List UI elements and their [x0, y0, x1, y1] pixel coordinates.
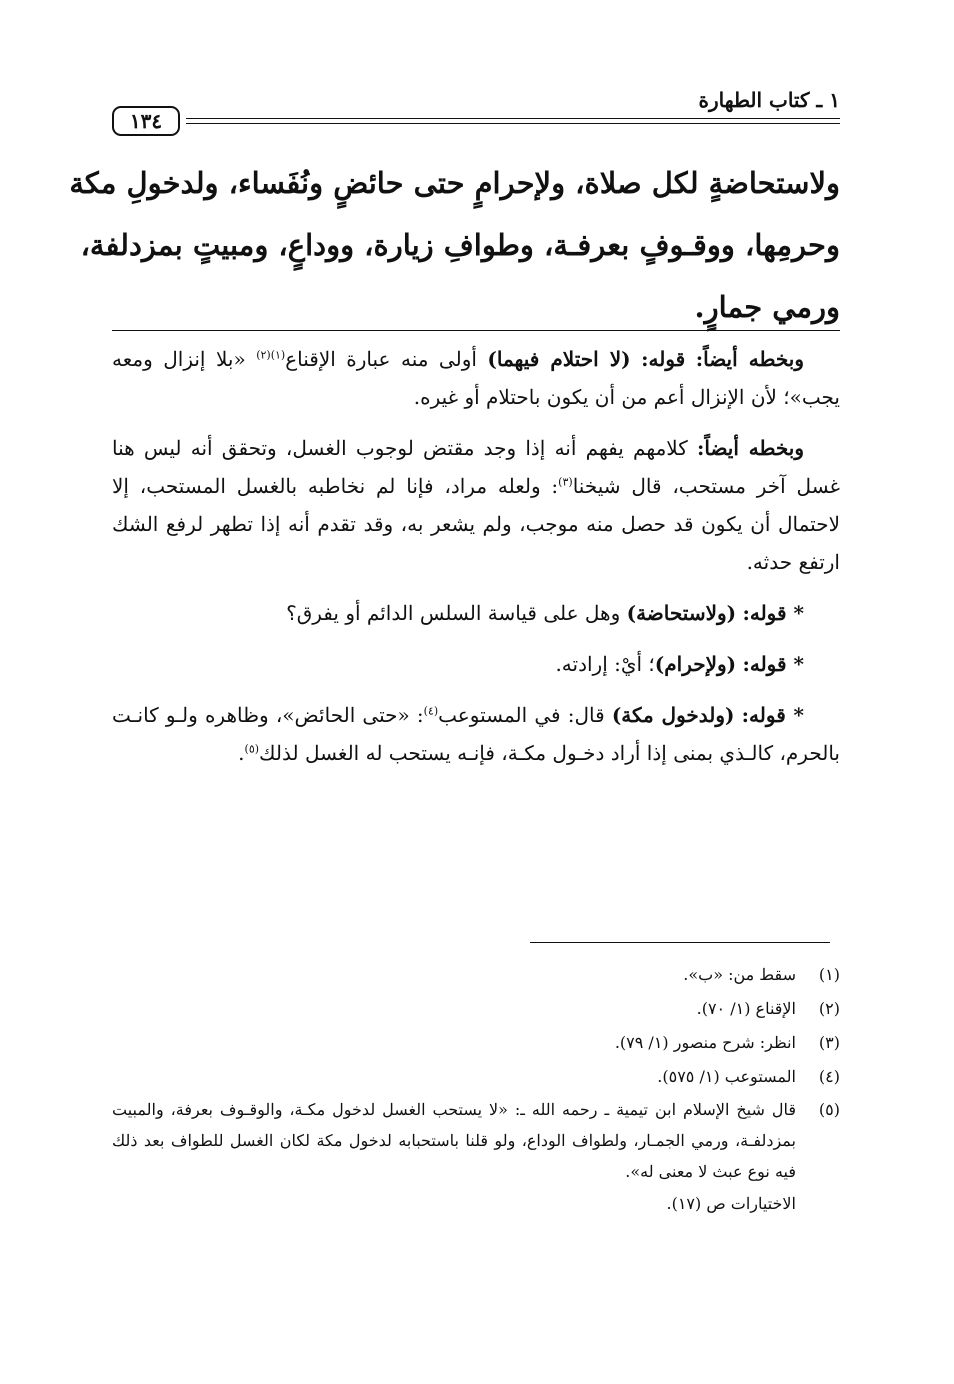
commentary-paragraph: [112, 594, 840, 632]
footnote-number: (٤): [818, 1067, 840, 1086]
footnote-text: الإقناع (١/ ٧٠).: [696, 999, 796, 1018]
footnote-text: سقط من: «ب».: [683, 965, 796, 984]
footnote-text: المستوعب (١/ ٥٧٥).: [657, 1067, 796, 1086]
footnote-ref[interactable]: (٢): [256, 348, 271, 362]
matn-text: [69, 152, 840, 338]
footnote-ref[interactable]: (٣): [558, 475, 573, 489]
paragraph-text: قال: في المستوعب: [438, 703, 612, 727]
footnote: [112, 958, 840, 992]
footnotes: [112, 958, 840, 1221]
page-number: ١٣٤: [112, 106, 180, 136]
footnote: [112, 1060, 840, 1094]
quoted-phrase: (ولدخول مكة): [611, 703, 735, 727]
footnote-ref[interactable]: (٥): [244, 742, 260, 756]
footnote-text: قال شيخ الإسلام ابن تيمية ـ رحمه الله ـ: «لا يستحب الغسل لدخول مكـة، والوقـوف بعرفة، والمبيت بمزدلفـة، ورمي الجمـار، ولطواف الوداع، ولو قلنا باستحبابه لدخول مكة لكان الغسل للطواف بعد ذلك فيه نوع عبث لا معنى له».: [112, 1100, 796, 1181]
footnote-ref[interactable]: (٤): [423, 704, 439, 718]
qawluh-label: * قوله:: [742, 652, 804, 676]
commentary-lead: وبخطه أيضاً:: [695, 347, 805, 371]
footnote-number: (١): [818, 965, 840, 984]
commentary-paragraph: [112, 340, 840, 416]
matn-separator: [112, 330, 840, 331]
header-double-rule: [186, 118, 840, 124]
paragraph-text: ؛ أيْ: إرادته.: [555, 652, 655, 676]
quoted-phrase: (ولإحرام): [654, 652, 737, 676]
page-header: [112, 88, 840, 148]
qawluh-label: قوله:: [641, 347, 686, 371]
commentary-paragraph: [112, 696, 840, 772]
footnote: [112, 1094, 840, 1187]
quoted-phrase: (لا احتلام فيهما): [487, 347, 631, 371]
commentary-paragraph: [112, 429, 840, 581]
footnote-text: انظر: شرح منصور (١/ ٧٩).: [614, 1033, 796, 1052]
matn-line: وحرمِها، ووقـوفٍ بعرفـة، وطوافِ زيارة، ووداعٍ، ومبيتٍ بمزدلفة،: [80, 228, 840, 262]
paragraph-text: كلامهم يفهم أنه إذا وجد مقتض لوجوب الغسل، وتحقق أنه ليس هنا غسل آخر مستحب، قال شيخنا: [112, 436, 841, 498]
footnote: [112, 1026, 840, 1060]
matn-line: ولاستحاضةٍ لكل صلاة، ولإحرامٍ حتى حائضٍ ونُفَساء، ولدخولِ مكة: [69, 166, 840, 200]
footnote-continuation: الاختيارات ص (١٧).: [666, 1194, 796, 1213]
paragraph-text: «بلا إنزال ومعه يجب»؛ لأن الإنزال أعم من أن يكون باحتلام أو غيره.: [112, 347, 840, 409]
qawluh-label: * قوله:: [741, 703, 804, 727]
paragraph-text: أولى منه عبارة الإقناع: [285, 347, 488, 371]
commentary-lead: وبخطه أيضاً:: [696, 436, 804, 460]
paragraph-text: : ولعله مراد، فإنا لم نخاطبه بالغسل المستحب، إلا لاحتمال أن يكون قد حصل منه موجب، ولم يشعر به، وقد تقدم أنه إذا تطهر لرفع الشك ارتفع حدثه.: [112, 474, 840, 574]
quoted-phrase: (ولاستحاضة): [626, 601, 737, 625]
commentary-paragraph: [112, 645, 840, 683]
paragraph-text: وهل على قياسة السلس الدائم أو يفرق؟: [286, 601, 627, 625]
paragraph-text: .: [238, 741, 245, 765]
commentary: [112, 340, 840, 785]
footnote: [112, 992, 840, 1026]
footnote-number: (٣): [818, 1033, 840, 1052]
chapter-title: ١ ـ كتاب الطهارة: [698, 88, 840, 112]
paragraph-text: : «حتى الحائض»، وظاهره ولـو كانـت بالحرم، كالـذي بمنى إذا أراد دخـول مكـة، فإنـه يستحب له الغسل لذلك: [112, 703, 840, 765]
footnote-number: (٢): [818, 999, 840, 1018]
footnote-separator: [530, 942, 830, 943]
matn-line: ورمي جمارٍ.: [694, 290, 840, 324]
qawluh-label: * قوله:: [742, 601, 804, 625]
footnote-number: (٥): [818, 1100, 840, 1119]
footnote-ref[interactable]: (١): [270, 348, 286, 362]
